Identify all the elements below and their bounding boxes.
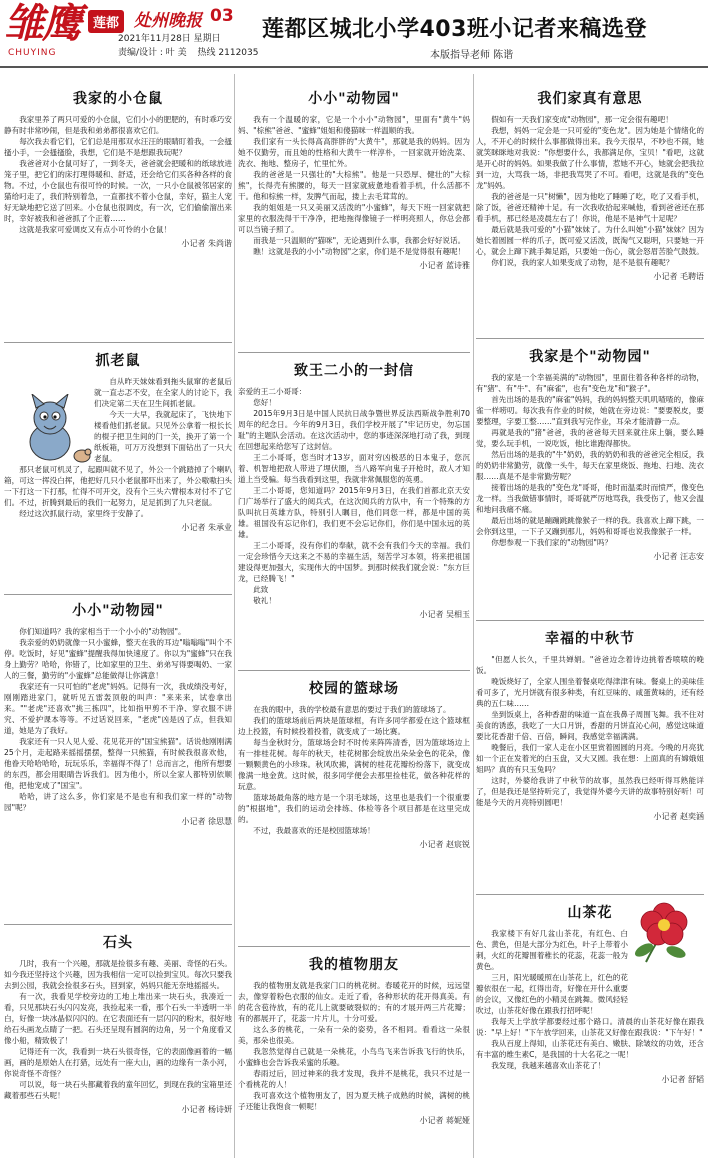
article-plant-friend [238,954,470,1126]
article-paragraph: 这么多的桃花，一朵有一朵的姿势，各不相同。看看这一朵很美，那朵也很美。 [238,1025,470,1045]
article-title: 我家的小仓鼠 [73,91,163,107]
article-paragraph: 我的爸爸是一只"树懒"，因为他吃了睡睡了吃，吃了又看手机，除了饭，爸爸还精神十足。有一次我收拾起来喊他，看到爸爸还在那看手机，那已经是凌晨左右了！你说，他是不是神气十足呢？ [476,192,704,223]
article-home-zoo-2 [238,88,470,271]
article-paragraph: 王二小哥哥，您当时才13岁，面对穷凶极恶的日本鬼子，您沉着、机智地把敌人带进了埋伏圈，当八路军向鬼子开枪时，敌人才知道上当受骗。每当我看到这里，我就非常佩服您的英勇。 [238,453,470,484]
article-paragraph: "但愿人长久，千里共婵娟。"爸爸边念着诗边挑着香喷喷的晚饭。 [476,655,704,675]
article-paragraph: 我们家有一头长得高高胖胖的"大黄牛"，那就是我的妈妈。因为她不仅勤劳，而且她的性格和大黄牛一样淳朴，一回家就开始洗菜、洗衣、拖地、整房子，忙里忙外。 [238,137,470,168]
article-paragraph: 最后就是我可爱的"小猫"妹妹了。为什么叫她"小猫"妹妹？因为她长着圆圆一样的爪子，既可爱又活泼，既淘气又聪明，只要她一开心，就会上蹿下跳手舞足蹈，只要她一伤心，就会怒眉苦脸气鼓鼓。 [476,225,704,256]
article-paragraph: 不过，我最喜欢的还是校园篮球场！ [253,826,375,835]
article-byline: 小记者 朱尚谐 [181,239,232,248]
article-paragraph: 每次我去看它们，它们总是用那双水汪汪的眼睛盯着我，一会搔搔小手，一会搔搔脸，我想，它们是不是想跟我玩呢？ [4,137,232,157]
column-divider [473,74,474,1158]
article-paragraph: 我家里养了两只可爱的小仓鼠，它们小小的肥肥的，有时乖巧安静有时非常吵闹，但是我和弟弟都很喜欢它们。 [4,115,232,135]
article-paragraph: 今天一大早，我就起床了，飞快地下楼看他们抓老鼠。只见外公拿着一根长长的棍子把卫生间的门一关，换开了第一个纸板箱，可万万没想到下面钻出了一只大老鼠。 [94,410,232,463]
article-basketball-court [238,678,470,850]
article-stones [4,932,232,1115]
section-badge: 莲都 [88,10,124,33]
article-paragraph: 春雨过后，回过神来的我才发现，我并不是桃花，我只不过是一个看桃花的人！ [238,1069,470,1089]
article-paragraph: 2015年9月3日是中国人民抗日战争暨世界反法西斯战争胜利70周年的纪念日。今年的9月3日，我们学校开展了"牢记历史，勿忘国耻"的主题队会活动。在这次活动中，您的事迹深深地打动了我，到现在回想起来给您写了这封信。 [238,409,470,451]
article-paragraph: 篮球场最角落的地方是一个羽毛球场，这里也是我们一个很重要的"根据地"，我们的运动会排练、体检等各个项目都是在这里完成的。 [238,793,470,824]
article-divider [476,620,704,621]
article-paragraph: 接着出场的是我的"变色龙"哥哥，他时而温柔时而愤严，像变色龙一样。当我做错事情时，哥哥就严厉地骂我，我受伤了，他又会温和地问我痛不痛。 [476,483,704,514]
article-title: 我们家真有意思 [537,91,643,107]
article-byline: 小记者 吴相玉 [419,610,470,619]
article-divider [238,352,470,353]
article-paragraph: 我家楼下有好几盆山茶花，有红色、白色、黄色，但是大部分为红色，叶子上带着小刺，火红的花瓣围着稚长的花蕊，花蕊一般为黄色。 [476,929,628,971]
article-paragraph: 瞧！这就是我的小小"动物园"之家，你们是不是觉得很有趣呢！ [253,247,466,256]
article-paragraph: 每当金秋时分，篮球场会时不时传来阵阵清香，因为篮球场边上有一排桂花树。每年的秋天，桂花树都会绽放出朵朵金色的花朵，像一颗颗黄色的小珍珠。秋风吹拂，满树的桂花花瓣纷纷落下，就变成像满一地金黄。这时候，很多同学便会去那里捡桂花，做各种花样的玩意。 [238,738,470,791]
newspaper-name: 处州晚报 [134,11,202,31]
article-paragraph: 敬礼！ [253,596,276,605]
article-mid-autumn [476,628,704,822]
article-byline: 小记者 蒋妮娅 [419,1116,470,1125]
article-paragraph: 然后出场的是我的"牛"奶奶，我的奶奶和我的爸爸完全相反，我的奶奶非常勤劳，就像一头牛，每天在家里烧饭、拖地、扫地、洗衣服……真是不是非常勤劳呢？ [476,450,704,481]
article-divider [4,924,232,925]
article-paragraph: 我从百度上得知，山茶花还有美白、嫩肤、除皱纹的功效，还含有丰富的维生素C，是我国的十大名花之一呢！ [476,1039,704,1059]
article-home-zoo-1 [4,600,232,827]
article-paragraph: 这时，外婆给我讲了中秋节的故事，虽然我已经听得耳熟能详了，但是我还是坚持听完了，我觉得外婆今天讲的故事特别好听！可能是今天的月亮特别圆吧！ [476,776,704,807]
column-divider [234,74,235,1158]
editor-info [118,45,266,58]
article-title: 我的植物朋友 [309,957,399,973]
guide-teacher: 本版指导老师 陈谐 [430,50,514,61]
article-paragraph: 此致 [253,585,269,594]
article-paragraph: 我的植物朋友就是我家门口的桃花树。春暖花开的时候，远远望去，像穿着粉色衣服的仙女。走近了看，各种形状的花开得真美。有的花含苞待放，有的花儿上就要破裂似的；有的才展开两三片花瓣；有的都展开了，花蕊一片片儿，十分可爱。 [238,981,470,1023]
article-divider [4,342,232,343]
article-title: 校园的篮球场 [309,681,399,697]
article-paragraph: 坐到饭桌上，各种香甜的味道一直在我鼻子周围飞舞。我不住对美食的诱惑，我吃了一大口月饼，香甜的月饼直沁心间，感觉这味道要比花香甜千倍、百倍，瞬间，我感觉幸福满满。 [476,710,704,741]
article-catch-mouse [4,350,232,600]
paper-logo-english: CHUYING [8,48,57,58]
article-paragraph: 我每天上学放学都要经过那个路口。清晨的山茶花好像在跟我说："早上好！"下午放学回来，山茶花又好像在跟我说："下午好！" [476,1017,704,1037]
article-byline: 小记者 朱承业 [181,523,232,532]
article-paragraph: 最后出场的就是蹦蹦跳跳像猴子一样的我。我喜欢上蹿下跳，一会你到这里，一下子又蹦到那儿，妈妈和哥哥也说我像猴子一样。 [476,516,704,536]
article-paragraph: 记得还有一次，我看到一块石头很奇怪，它的表面像画着的一幅画，画的是原始人在打猎，远处有一座大山，画的边缘有一条小河，你说奇怪不奇怪？ [4,1047,232,1078]
article-divider [476,338,704,339]
article-byline: 小记者 舒韬 [661,1075,704,1084]
article-paragraph: 我有一个温暖的家，它是一个小小"动物园"，里面有"黄牛"妈妈、"棕熊"爸爸、"蜜蜂"姐姐和傻猫咪一样温顺的我。 [238,115,470,135]
article-paragraph: 自从昨天妹妹看到拖头鼠窜的老鼠后就一直忐忑不安，在全家人的讨论下，我们决定第二天在卫生间抓老鼠。 [94,377,232,408]
article-title: 石头 [103,935,133,951]
article-paragraph: 那只老鼠可机灵了，起跟叫就不见了，外公一个跳踏掉了个喇叭箱，可这一挥没白挥，他把好几只小老鼠都吓出来了，外公嗷嗷扫头一下打这一下打那，忙得不可开交，没有个三头六臂根本对付不了它们。不过，折腾到最后的我们一起努力，足足抓到了九只老鼠。 [4,465,232,507]
article-paragraph: 您好！ [253,398,276,407]
article-byline: 小记者 徐思慧 [181,817,232,826]
article-paragraph: 这就是我家可爱调皮又有点小可怜的小仓鼠！ [19,225,172,234]
article-paragraph: 首先出场的是我的"麻雀"妈妈，我的妈妈整天叽叽喳喳的，像麻雀一样唠叨。每次我有作业的时候，她就在旁边说："要要脱皮，要要整理，字要工整……"直到我写完作业，耳朵才能清静一点。 [476,395,704,426]
page-headline: 莲都区城北小学403班小记者来稿选登 [262,17,647,42]
article-paragraph: 在我的眼中，我的学校最有意思的要过于我们的篮球场了。 [253,705,451,714]
masthead-divider [0,66,708,68]
article-paragraph: 三月，阳光暖暖照在山茶花上，红色的花瓣依很在一起，红得出奇，好像在开什么重要的会议，又像红色的小精灵在跳舞。微风轻轻吹过，山茶花好像在跟我打招呼呢！ [476,973,628,1015]
article-byline: 小记者 赵奕涵 [653,812,704,821]
article-paragraph: 假如有一天我们家变成"动物园"，那一定会很有趣吧！ [491,115,673,124]
hotline: 热线 2112035 [197,48,259,58]
article-paragraph: 我爸爸对小仓鼠可好了，一到冬天，爸爸就会把暖和的纸球放进笼子里，把它们的床打理得暖和、舒适，还会给它们买各种各样的食物。不过，小仓鼠也有很可怜的时候。一次，一只小仓鼠被邻居家的猫给叼走了，我们特别着急，一直都找不着小仓鼠，幸好，猫主人宠好无缺地把它送了回来。小仓鼠也很调皮，有一次，它们偷偷溜出来时，幸好被我和爸爸抓了个正着…… [4,159,232,223]
article-paragraph: 我的姐姐是一只又美丽又活泼的"小蜜蜂"，每天下班一回家就把家里的衣服洗得干干净净，把地拖得像镜子一样明亮照人，你总会都可以当镜子照了。 [238,203,470,234]
issue-date: 2021年11月28日 星期日 [118,34,221,44]
letter-salutation: 亲爱的王二小哥哥： [238,387,307,396]
article-byline: 小记者 杨诗妍 [181,1105,232,1114]
article-paragraph: 几时，我有一个兴趣，那就是捡很多有趣、美丽、奇怪的石头。如今我还坚持这个兴趣，因为我相信一定可以捡到宝贝。每次只要我去到公园，我就会捡很多石头，回到家，妈妈只能无奈地摇摇头。 [4,959,232,990]
article-title: 小小"动物园" [72,603,164,619]
article-title: 致王二小的一封信 [294,363,414,379]
masthead [0,0,708,68]
article-title: 我家是个"动物园" [529,349,651,365]
camellia-illustration [626,892,702,970]
article-paragraph: 你想参观一下我们家的"动物园"吗？ [491,538,613,547]
article-paragraph: 王二小哥哥，没有你们的奉献，就不会有我们今天的幸福。我们一定会珍惜今天这来之不易的幸福生活，刻苦学习本领，将来把祖国建设得更加强大，实现伟大的中国梦。到那时候我们就会说："东方巨龙，已经腾飞！" [238,541,470,583]
article-paragraph: 我可喜欢这个植物朋友了，因为夏天桃子成熟的时候，满树的桃子还能让我饱食一顿呢！ [238,1091,470,1111]
article-letter [238,360,470,620]
article-paragraph: 我的家是一个幸福美满的"动物园"，里面住着各种各样的动物，有"猪"、有"牛"、有"麻雀"，也有"变色龙"和"猴子"。 [476,373,704,393]
article-paragraph: 晚饭烧好了，全家人围坐着餐桌吃得津津有味。餐桌上的美味佳肴可多了，光月饼就有很多种类，有红豆味的、咸蛋黄味的，还有经典的五仁味…… [476,677,704,708]
article-byline: 小记者 汪志安 [653,552,704,561]
article-paragraph: 我亲爱的奶奶就像一只小蜜蜂，整天在我的耳边"嗡嗡嗡"叫个不停。吃饭时，好见"蜜蜂"提醒我得加快速度了。你以为"蜜蜂"只在我身上勤劳？哈哈，你错了，比如家里的卫生、弟弟写得要喝奶、一家人的三餐，勤劳的"小蜜蜂"总能做得让你满意！ [4,638,232,680]
article-byline: 小记者 蓝诗雅 [419,261,470,270]
editor-credit: 责编/设计 : 叶 美 [118,48,187,58]
article-paragraph: 王二小哥哥，您知道吗？2015年9月3日，在我们首都北京天安门广场举行了盛大的阅兵式，在这次阅兵的方队中，有一个特殊的方队叫抗日英雄方队，特别引人瞩目，他们同您一样，都是中国的英雄。祖国没有忘记你们，我们更不会忘记你们，你们是中国永远的英雄。 [238,486,470,539]
article-title: 山茶花 [567,905,613,921]
article-paragraph: 你们知道吗？我的家相当于一个小小的"动物园"。 [19,627,186,636]
paper-logo: 雏鹰 [4,0,80,47]
article-paragraph: 经过这次抓鼠行动，家里终于安静了。 [19,509,149,518]
article-divider [238,946,470,947]
article-divider [238,670,470,671]
article-paragraph: 我发现，我越来越喜欢山茶花了！ [491,1061,606,1070]
article-paragraph: 我忽然觉得自己就是一朵桃花，小鸟鸟飞来告诉我飞行的快乐，小蜜蜂也会告诉我采蜜的乐趣。 [238,1047,470,1067]
article-title: 小小"动物园" [308,91,400,107]
article-home-zoo-3 [476,346,704,562]
article-paragraph: 你们说，我的家人如果变成了动物，是不是很有趣呢？ [491,258,674,267]
article-hamster [4,88,232,249]
article-byline: 小记者 毛聘语 [653,272,704,281]
cat-mouse-illustration [10,394,94,470]
article-paragraph: 我家还有一只可怕的"老虎"妈妈。记得有一次，我成绩没考好，刚刚踏进家门，就听见五雷轰顶般的叫声："来来来，试卷拿出来。""老虎"还喜欢"挑三拣四"，比如指甲剪不干净、穿衣服不讲究、不爱护课本等等。不过话说回来，"老虎"凶是凶了点，但我知道，她是为了我好。 [4,682,232,735]
article-paragraph: 我们的篮球场前后两块是篮球框，有许多同学都爱在这个篮球框边上投篮，有时候投着投着，就变成了一场比赛。 [238,716,470,736]
article-paragraph: 有一次，我看见学校旁边的工地上堆出来一块石头，我凑近一看，只见那块石头闪闪发亮，我捡起来一看，那个石头一半透明一半白，好像一块冰晶似闪闪的。在它表面还有一层闪闪的粉末，很好地给石头画龙点睛了一把。石头还呈现有圆润的边角，另一个角度看又像小船，精致极了！ [4,992,232,1045]
article-paragraph: 再就是我的"猪"爸爸，我的爸爸每天回来就往床上躺，要么睡觉，要么玩手机，一说吃饭，他比谁跑得都快。 [476,428,704,448]
article-byline: 小记者 赵宸锐 [419,840,470,849]
article-interesting-family [476,88,704,282]
article-paragraph: 可以说，每一块石头都藏着我的童年回忆，到现在我的宝箱里还藏着那些石头呢！ [4,1080,232,1100]
article-divider [4,594,232,595]
article-paragraph: 我想，妈妈一定会是一只可爱的"变色龙"。因为她是个情绪化的人，不开心的时候什么事都做得出来。我今天很早，不吵也不闹，她就笑眯眯地对我说："你想要什么，我都满足你，宝贝！"看吧，这就是开心时的妈妈。如果我做了什么事情，惹她不开心，她就会把我拉到一边，大骂我一场，非把我骂哭了不可。看吧，这就是我的"变色龙"妈妈。 [476,126,704,190]
article-title: 抓老鼠 [95,353,141,369]
page-number: 03 [210,6,234,26]
article-title: 幸福的中秋节 [545,631,635,647]
article-paragraph: 晚餐后，我们一家人走在小区里赏着圆圆的月亮。今晚的月亮犹如一个正在发着光的白玉盘，又大又圆。我在想：上面真的有嫦娥姐姐吗？真的有只玉兔吗？ [476,743,704,774]
article-paragraph: 而我是一只温顺的"猫咪"，无论遇到什么事，我都会好好说话。 [253,236,466,245]
article-paragraph: 我的爸爸是一只强壮的"大棕熊"。他是一只恐厚、健壮的"大棕熊"，长得壳有熊腰的，每天一回家就疲惫地看着手机，什么活都不干。他和棕熊一样，发脾气而起，搂上去毛茸茸的。 [238,170,470,201]
article-paragraph: 我家还有一只人见人爱、花见花开的"国宝熊猫"。话说他刚刚满25个月，走起路来摇摇摆摆，整得一只熊猫，有时候我很喜欢他，他眷天哈哈哈哈，玩玩乐乐，幸福得不得了！总而言之，他所有想要的东西，都会用眼睛告诉我们。因为他小，所以全家人都特别依顺他，把他宠成了"国宝"。 [4,737,232,790]
article-paragraph: 哈哈，讲了这么多，你们家是不是也有和我们家一样的"动物园"呢？ [4,792,232,812]
